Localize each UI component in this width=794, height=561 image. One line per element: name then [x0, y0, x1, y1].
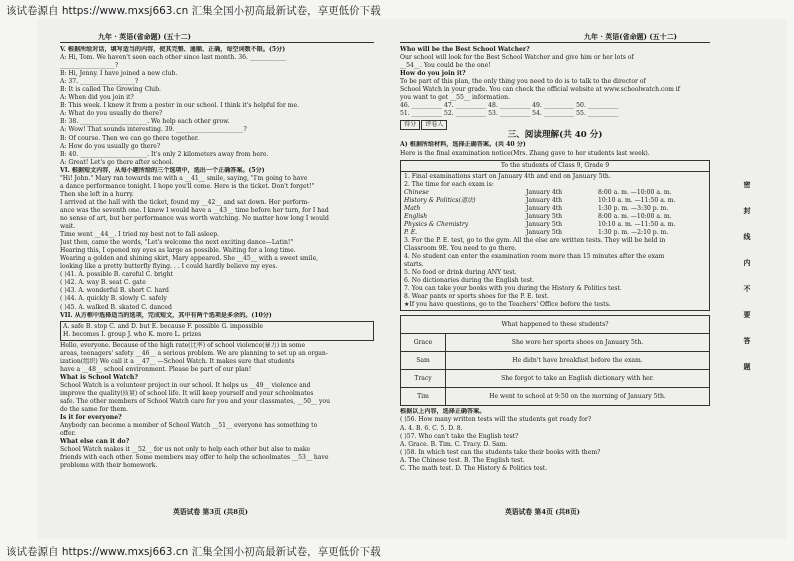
word-box-line: A. safe B. stop C. and D. but E. because F. possible G. impossible [63, 322, 264, 330]
student-name-cell: Tim [401, 388, 446, 406]
student-events-table [400, 315, 710, 406]
page-header-left: 九年 · 英语(省命题) (五十二) [98, 32, 191, 41]
schedule-row [404, 221, 706, 229]
source-banner-top: 该试卷源自 https://www.mxsj663.cn 汇集全国小初高最新试卷，享更低价下载 [6, 5, 381, 17]
schedule-cell: 1:30 p. m. —3:30 p. m. [598, 204, 669, 212]
text-line: no sense of art, but her performance was worth watching. No matter how long I would [60, 214, 329, 222]
header-rule-left [60, 42, 374, 43]
notice-intro: Here is the final examination notice(Mrs. Zhang gave to her students last week). [400, 149, 650, 157]
text-line: B: This week. I knew it from a poster in our school. I think it's helpful for me. [60, 102, 300, 110]
event-cell: She forgot to take an English dictionary with her. [446, 370, 710, 388]
event-cell: He went to school at 9:50 on the morning of January 5th. [446, 388, 710, 406]
text-line: ( )58. In which test can the students take their books with them? [400, 448, 601, 456]
text-line: Time went __44__. I tried my best not to fall asleep. [60, 231, 220, 239]
schedule-cell: History & Politics(道法) [404, 196, 476, 204]
text-line: Is it for everyone? [60, 414, 122, 422]
text-line: looking like a pretty butterfly flying. . . I could hardly believe my eyes. [60, 263, 278, 271]
schedule-cell: Chinese [404, 188, 429, 196]
left-question-block [60, 46, 374, 320]
text-line: School Watch makes it __52__ for us not only to help each other but also to make [60, 446, 311, 454]
schedule-cell: January 4th [526, 188, 563, 196]
notice-body [401, 172, 709, 311]
page-footer-right: 英语试卷 第4页 (共8页) [505, 508, 580, 516]
text-line: ( )44. A. quickly B. slowly C. safely [60, 295, 167, 303]
cloze-passage [60, 342, 374, 471]
seal-char: 要 [743, 310, 751, 319]
table-row [401, 352, 710, 370]
notice-heading: To the students of Class 9, Grade 9 [401, 161, 709, 172]
exam-notice [400, 160, 710, 312]
text-line: Hearing this, I opened my eyes as large as possible. Waiting for a long time. [60, 247, 296, 255]
text-line: improve the quality(质量) of school life. It will keep yourself and your schoolmates [60, 389, 314, 397]
schedule-cell: 8:00 a. m. —10:00 a. m. [598, 212, 672, 220]
word-choice-box [60, 321, 374, 341]
seal-char: 线 [743, 232, 751, 241]
text-line: What is School Watch? [60, 373, 138, 381]
text-line: ( )57. Who can't take the English test? [400, 432, 519, 440]
text-line: Our school will look for the Best School Watcher and give him or her lots of [400, 54, 634, 62]
text-line: 46. __________ 47. __________ 48. __________ 49. __________ 50. __________ [400, 102, 619, 110]
text-line: A: 37. __________________? [60, 78, 139, 86]
text-line: Hello, everyone. Because of the high rate(比率) of school violence(暴力) in some [60, 341, 306, 349]
text-line: A: What do you usually do there? [60, 110, 163, 118]
notice-item: 2. The time for each exam is: [404, 180, 494, 188]
passage-continuation [400, 46, 710, 118]
notice-item: 6. No dictionaries during the English test. [404, 277, 535, 285]
seal-char: 密 [743, 180, 751, 189]
schedule-cell: January 5th [526, 220, 563, 228]
text-line: a dance performance tonight. I hope you'll come. Here is the ticket. Don't forget!" [60, 182, 315, 190]
schedule-cell: 10:10 a. m. —11:50 a. m. [598, 196, 676, 204]
text-line: areas, teenagers' safety __46__ a serious problem. We are planning to set up an organ- [60, 349, 328, 357]
text-line: B: 40. ______________________. It's only 2 kilometers away from here. [60, 150, 269, 158]
section-instruction: A) 根据所给材料，选择正确答案。(共 40 分) [400, 141, 526, 149]
text-line: ance was the seventh one. I knew I would have a __43__ time before her turn, for I had [60, 206, 329, 214]
text-line: A: When did you join it? [60, 94, 134, 102]
text-line: VII. 从方框中选择适当的选项，完成短文，其中有两个选项是多余的。(10分) [60, 311, 272, 319]
exam-page-3 [60, 46, 374, 470]
text-line: B: 38. ______________________. We help each other grow. [60, 118, 230, 126]
schedule-cell: 1:30 p. m. —2:10 p. m. [598, 228, 669, 236]
page-footer-left: 英语试卷 第3页 (共8页) [173, 508, 248, 516]
text-line: B: Of course. Then we can go there together. [60, 134, 200, 142]
seal-char: 封 [743, 206, 751, 215]
event-cell: She wore her sports shoes on January 5th. [446, 334, 710, 352]
table-row [401, 334, 710, 352]
text-line: ( )45. A. walked B. skated C. danced [60, 303, 172, 311]
text-line: Who will be the Best School Watcher? [400, 46, 530, 53]
schedule-cell: Math [404, 204, 421, 212]
notice-item: Classroom 9E. You need to go there. [404, 245, 517, 253]
student-name-cell: Sam [401, 352, 446, 370]
notice-item: 7. You can take your books with you during the History & Politics test. [404, 285, 622, 293]
text-line: V. 根据所给对话，填写适当的内容，使其完整、通顺、正确，每空词数不限。(5分) [60, 46, 286, 53]
source-banner-bottom: 该试卷源自 https://www.mxsj663.cn 汇集全国小初高最新试卷，享更低价下载 [6, 546, 381, 558]
text-line: School Watch in your grade. You can check the official website at www.schoolwatch.com if [400, 86, 681, 94]
word-box-line: H. becomes I. group J. who K. more L. prizes [63, 330, 202, 338]
schedule-cell: January 5th [526, 228, 563, 236]
text-line: A. 4. B. 6. C. 5. D. 8. [400, 424, 463, 432]
schedule-row [404, 229, 706, 237]
notice-item: 5. No food or drink during ANY test. [404, 269, 517, 277]
text-line: problems with their homework. [60, 462, 158, 470]
text-line: A: How do you usually go there? [60, 142, 161, 150]
text-line: Then she left in a hurry. [60, 190, 134, 198]
schedule-cell: 10:10 a. m. —11:50 a. m. [598, 220, 676, 228]
text-line: you want to get __55__ information. [400, 94, 511, 102]
text-line: wait. [60, 223, 76, 231]
schedule-row [404, 205, 706, 213]
table-heading: What happened to these students? [401, 316, 710, 334]
text-line: C. The math test. D. The History & Politics test. [400, 464, 548, 472]
schedule-cell: P. E. [404, 228, 418, 236]
seal-char: 答 [743, 336, 751, 345]
text-line: A. Grace. B. Tim. C. Tracy. D. Sam. [400, 440, 508, 448]
text-line: A: Hi, Tom. We haven't seen each other since last month. 36. ____________ [60, 54, 287, 62]
text-line: ( )41. A. possible B. careful C. bright [60, 271, 174, 279]
score-box [400, 120, 710, 130]
schedule-row [404, 197, 706, 205]
text-line: B: It is called The Growing Club. [60, 86, 161, 94]
schedule-row [404, 213, 706, 221]
exam-page-4 [400, 46, 710, 473]
student-name-cell: Grace [401, 334, 446, 352]
text-line: ( )43. A. wonderful B. short C. hard [60, 287, 169, 295]
event-cell: He didn't have breakfast before the exam. [446, 352, 710, 370]
page-header-right: 九年 · 英语(省命题) (五十二) [584, 32, 677, 41]
schedule-row [404, 189, 706, 197]
text-line: Wearing a golden and shining skirt, Mary appeared. She __45__ with a sweet smile, [60, 255, 319, 263]
schedule-cell: 8:00 a. m. —10:00 a. m. [598, 188, 672, 196]
text-line: 根据以上内容，选择正确答案。 [400, 408, 486, 416]
seal-char: 内 [743, 258, 751, 267]
grader-label: 评卷人 [421, 120, 447, 130]
text-line: School Watch is a volunteer project in our school. It helps us __49__ violence and [60, 381, 311, 389]
table-row [401, 388, 710, 406]
text-line: friends with each other. Some members may offer to help the schoolmates __53__ have [60, 454, 329, 462]
reading-questions [400, 408, 710, 472]
seal-char: 不 [743, 284, 751, 293]
text-line: What else can it do? [60, 438, 130, 446]
text-line: A. The Chinese test. B. The English test. [400, 456, 525, 464]
header-rule-right [400, 42, 710, 43]
text-line: have a __48__ school environment. Please be part of our plan! [60, 365, 252, 373]
schedule-cell: January 4th [526, 204, 563, 212]
text-line: "Hi! John." Mary ran towards me with a __41__ smile, saying, "I'm going to have [60, 174, 308, 182]
text-line: B: Hi, Jenny. I have joined a new club. [60, 70, 178, 78]
seal-char: 题 [743, 362, 751, 371]
notice-item: 3. For the P. E. test, go to the gym. All the else are written tests. They will be held in [404, 236, 666, 244]
text-line: ization(组织) We call it a __47__ —School Watch. It makes sure that students [60, 357, 295, 365]
schedule-cell: English [404, 212, 428, 220]
section-title: 三、阅读理解(共 40 分) [507, 130, 603, 141]
text-line: offer. [60, 430, 76, 438]
text-line: A: Wow! That sounds interesting. 39. ______________________? [60, 126, 247, 134]
text-line: __________________? [60, 62, 119, 70]
notice-item: starts. [404, 261, 424, 269]
score-label: 得分 [400, 120, 420, 130]
text-line: To be part of this plan, the only thing you need to do is to talk to the director of [400, 78, 646, 86]
schedule-cell: January 4th [526, 196, 563, 204]
schedule-cell: January 5th [526, 212, 563, 220]
schedule-cell: Physics & Chemistry [404, 220, 469, 228]
text-line: do the same for them. [60, 406, 128, 414]
seal-line-text [740, 180, 754, 388]
table-row [401, 370, 710, 388]
student-name-cell: Tracy [401, 370, 446, 388]
notice-item: ★If you have questions, go to the Teachers' Office before the tests. [404, 301, 611, 309]
text-line: VI. 根据短文内容，从每小题所给的三个选项中，选出一个正确答案。(5分) [60, 166, 265, 174]
text-line: ( )42. A. way B. seat C. gate [60, 279, 146, 287]
text-line: 51. __________ 52. __________ 53. __________ 54. __________ 55. __________ [400, 110, 619, 118]
text-line: safe. The other members of School Watch care for you and your classmates, __50__ you [60, 398, 331, 406]
notice-item: 4. No student can enter the examination room more than 15 minutes after the exam [404, 253, 665, 261]
text-line: A: Great! Let's go there after school. [60, 158, 174, 166]
text-line: I arrived at the hall with the ticket, found my __42__ and sat down. Her perform- [60, 198, 310, 206]
notice-item: 1. Final examinations start on January 4th and end on January 5th. [404, 172, 611, 180]
text-line: Anybody can become a member of School Watch __51__ everyone has something to [60, 422, 318, 430]
text-line: ( )56. How many written tests will the students get ready for? [400, 416, 592, 424]
text-line: Just then, came the words, "Let's welcome the next exciting dance—Latin!" [60, 239, 294, 247]
text-line: How do you join it? [400, 70, 466, 78]
notice-item: 8. Wear pants or sports shoes for the P. E. test. [404, 293, 549, 301]
text-line: __54__. You could be the one! [400, 62, 491, 70]
